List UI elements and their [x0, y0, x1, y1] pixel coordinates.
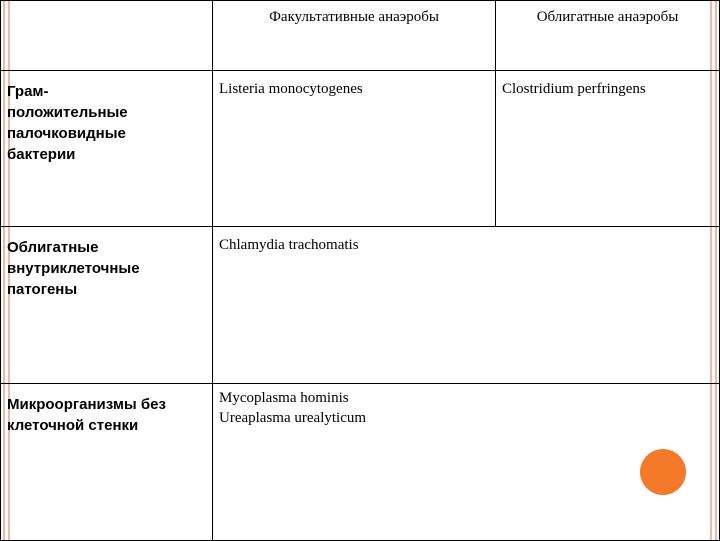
- table-row: [1, 71, 720, 227]
- row-header-line: палочковидные: [7, 125, 126, 142]
- column-header-obligate: Облигатные анаэробы: [496, 1, 720, 71]
- row-header-line: Облигатные: [7, 239, 99, 256]
- obligate-cell: [496, 384, 720, 541]
- species-name: Chlamydia trachomatis: [219, 237, 359, 253]
- species-name: Listeria monocytogenes: [219, 81, 363, 97]
- row-header-line: Микроорганизмы без: [7, 396, 166, 413]
- row-header-line: патогены: [7, 281, 78, 298]
- species-name: Clostridium perfringens: [502, 81, 646, 97]
- row-header-no-cell-wall: [1, 384, 213, 541]
- species-name: Ureaplasma urealyticum: [219, 410, 367, 426]
- species-name: Mycoplasma hominis: [219, 390, 349, 406]
- column-header-facultative: Факультативные анаэробы: [213, 1, 496, 71]
- row-header-line: внутриклеточные: [7, 260, 140, 277]
- table-row: [1, 384, 720, 541]
- orange-circle-decoration: [640, 449, 686, 495]
- row-header-intracellular: [1, 227, 213, 384]
- row-header-line: клеточной стенки: [7, 417, 139, 434]
- facultative-cell: [213, 384, 496, 541]
- row-header-line: бактерии: [7, 146, 76, 163]
- row-header-line: Грам-: [7, 83, 49, 100]
- facultative-cell: [213, 71, 496, 227]
- corner-cell: [1, 1, 213, 71]
- header-row: [1, 1, 720, 71]
- table-row: [1, 227, 720, 384]
- obligate-cell: [496, 227, 720, 384]
- facultative-cell: [213, 227, 496, 384]
- row-header-gram-positive: [1, 71, 213, 227]
- row-header-line: положительные: [7, 104, 128, 121]
- obligate-cell: [496, 71, 720, 227]
